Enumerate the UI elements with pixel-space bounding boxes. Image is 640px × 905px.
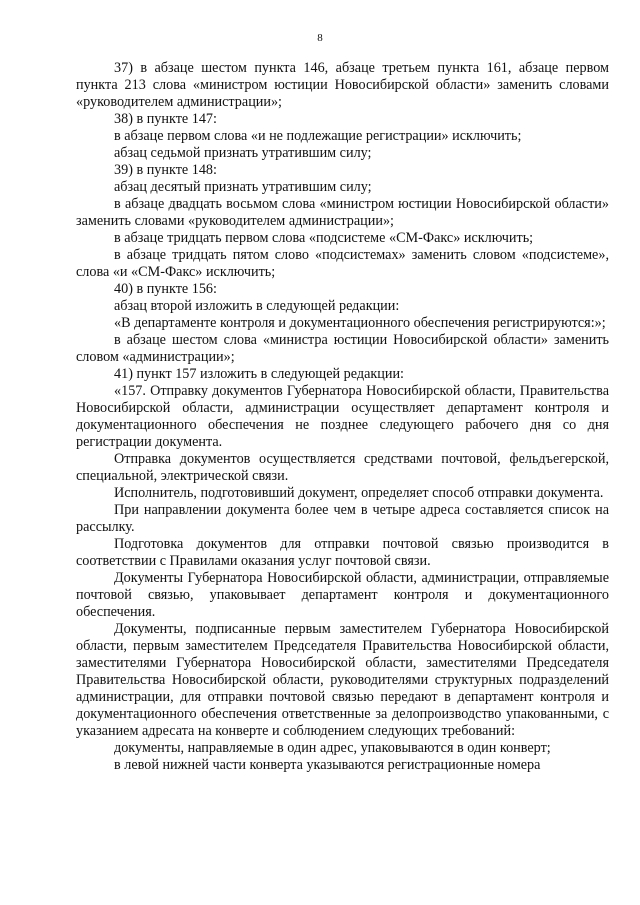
paragraph: в абзаце тридцать пятом слово «подсистемах» заменить словом «подсистеме», слова «и «СМ-Факс» исключить; xyxy=(76,247,609,280)
paragraph: абзац десятый признать утратившим силу; xyxy=(114,179,372,195)
paragraph: «157. Отправку документов Губернатора Новосибирской области, Правительства Новосибирской области, администрации осуществляет департамент контроля и документационного обеспечения не позднее следующего рабочего дня со дня регистрации документа. xyxy=(76,383,609,450)
page-number: 8 xyxy=(317,32,323,44)
paragraph: в абзаце шестом слова «министра юстиции Новосибирской области» заменить словом «администрации»; xyxy=(76,332,609,365)
paragraph: Подготовка документов для отправки почтовой связью производится в соответствии с Правилами оказания услуг почтовой связи. xyxy=(76,536,609,569)
paragraph: Отправка документов осуществляется средствами почтовой, фельдъегерской, специальной, электрической связи. xyxy=(76,451,609,484)
paragraph: «В департаменте контроля и документационного обеспечения регистрируются:»; xyxy=(114,315,606,331)
paragraph: 38) в пункте 147: xyxy=(114,111,217,127)
paragraph: в левой нижней части конверта указываются регистрационные номера xyxy=(114,757,541,773)
document-body xyxy=(76,60,609,774)
paragraph: абзац второй изложить в следующей редакции: xyxy=(114,298,400,314)
paragraph: 40) в пункте 156: xyxy=(114,281,217,297)
paragraph: в абзаце двадцать восьмом слова «министром юстиции Новосибирской области» заменить словами «руководителем администрации»; xyxy=(76,196,609,229)
paragraph: абзац седьмой признать утратившим силу; xyxy=(114,145,372,161)
paragraph: Исполнитель, подготовивший документ, определяет способ отправки документа. xyxy=(114,485,604,501)
paragraph: в абзаце тридцать первом слова «подсистеме «СМ-Факс» исключить; xyxy=(114,230,534,246)
paragraph: 41) пункт 157 изложить в следующей редакции: xyxy=(114,366,404,382)
paragraph: 39) в пункте 148: xyxy=(114,162,217,178)
paragraph: 37) в абзаце шестом пункта 146, абзаце третьем пункта 161, абзаце первом пункта 213 слова «министром юстиции Новосибирской области» заменить словами «руководителем администрации»; xyxy=(76,60,609,110)
paragraph: документы, направляемые в один адрес, упаковываются в один конверт; xyxy=(114,740,551,756)
paragraph: в абзаце первом слова «и не подлежащие регистрации» исключить; xyxy=(114,128,522,144)
paragraph: Документы Губернатора Новосибирской области, администрации, отправляемые почтовой связью, упаковывает департамент контроля и документационного обеспечения. xyxy=(76,570,609,620)
paragraph: При направлении документа более чем в четыре адреса составляется список на рассылку. xyxy=(76,502,609,535)
paragraph: Документы, подписанные первым заместителем Губернатора Новосибирской области, первым заместителем Председателя Правительства Новосибирской области, заместителями Губернатора Новосибирской области, заместителями Председателя Правительства Новосибирской области, руководителями структурных подразделений администрации, для отправки почтовой связью передают в департамент контроля и документационного обеспечения ответственные за делопроизводство упакованными, с указанием адресата на конверте и соблюдением следующих требований: xyxy=(76,621,609,739)
